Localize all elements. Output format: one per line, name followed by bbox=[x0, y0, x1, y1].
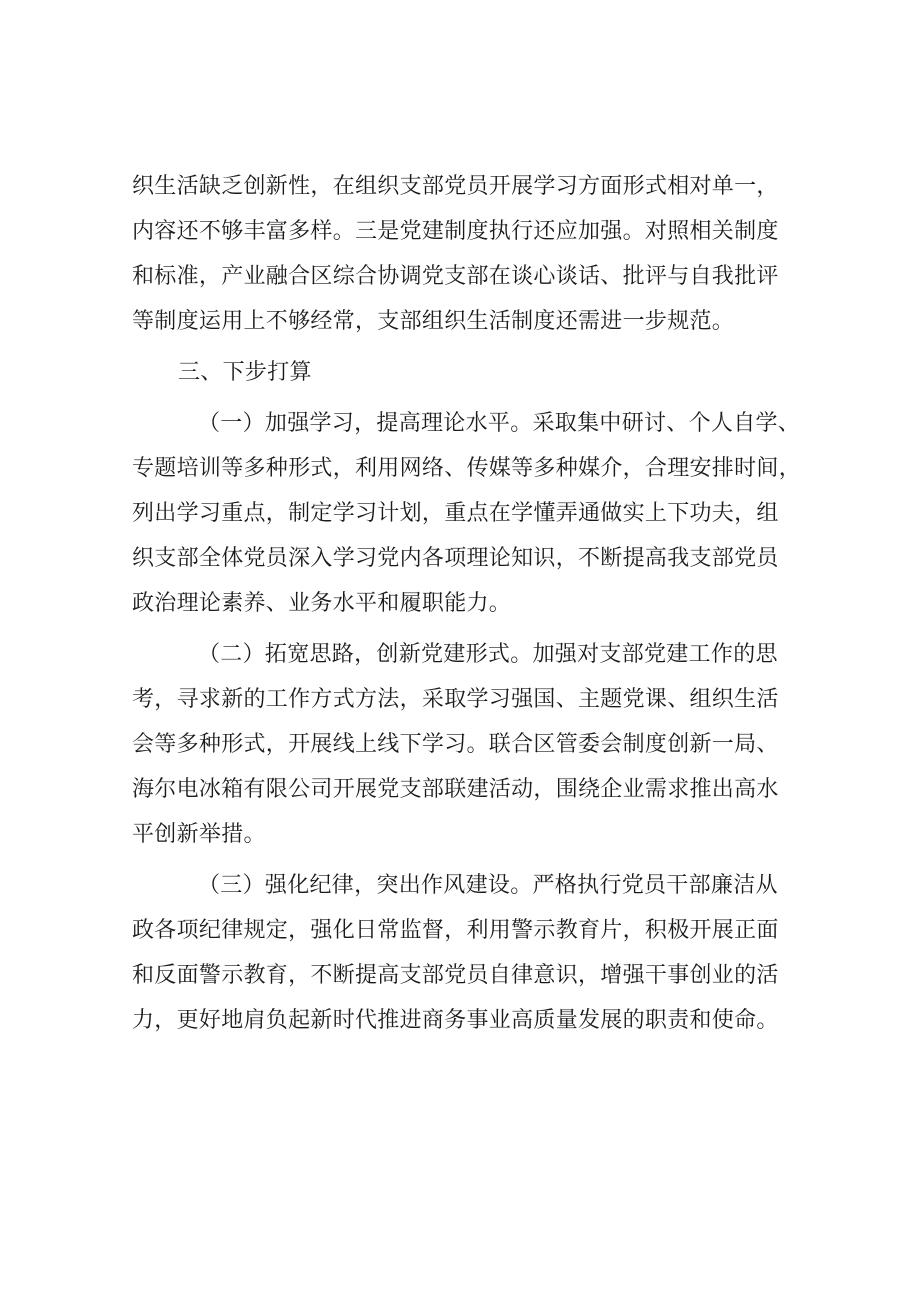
text-line: 平创新举措。 bbox=[132, 822, 266, 847]
paragraph-broaden-thinking bbox=[132, 632, 812, 857]
text-line: （一）加强学习，提高理论水平。采取集中研讨、个人自学、 bbox=[198, 411, 801, 436]
text-line: 政治理论素养、业务水平和履职能力。 bbox=[132, 591, 512, 616]
section-heading-text: 三、下步打算 bbox=[178, 360, 312, 385]
text-line: 力，更好地肩负起新时代推进商务事业高质量发展的职责和使命。 bbox=[132, 1008, 779, 1033]
paragraph-strengthen-discipline bbox=[132, 863, 812, 1043]
text-line: 政各项纪律规定，强化日常监督，利用警示教育片，积极开展正面 bbox=[132, 918, 779, 943]
text-line: （三）强化纪律，突出作风建设。严格执行党员干部廉洁从 bbox=[198, 873, 778, 898]
text-line: （二）拓宽思路，创新党建形式。加强对支部党建工作的思 bbox=[198, 642, 778, 667]
paragraph-problems-continued bbox=[132, 164, 812, 344]
text-line: 和反面警示教育，不断提高支部党员自律意识，增强干事创业的活 bbox=[132, 963, 779, 988]
text-line: 专题培训等多种形式，利用网络、传媒等多种媒介，合理安排时间， bbox=[132, 456, 802, 481]
paragraph-strengthen-learning bbox=[132, 401, 812, 626]
text-line: 和标准，产业融合区综合协调党支部在谈心谈话、批评与自我批评 bbox=[132, 264, 779, 289]
text-line: 会等多种形式，开展线上线下学习。联合区管委会制度创新一局、 bbox=[132, 732, 779, 757]
text-line: 内容还不够丰富多样。三是党建制度执行还应加强。对照相关制度 bbox=[132, 219, 779, 244]
text-line: 织支部全体党员深入学习党内各项理论知识，不断提高我支部党员 bbox=[132, 546, 779, 571]
text-line: 海尔电冰箱有限公司开展党支部联建活动，围绕企业需求推出高水 bbox=[132, 777, 779, 802]
text-line: 列出学习重点，制定学习计划，重点在学懂弄通做实上下功夫，组 bbox=[132, 501, 779, 526]
text-line: 织生活缺乏创新性，在组织支部党员开展学习方面形式相对单一， bbox=[132, 174, 779, 199]
text-line: 考，寻求新的工作方式方法，采取学习强国、主题党课、组织生活 bbox=[132, 687, 779, 712]
document-body bbox=[132, 164, 812, 1043]
text-line: 等制度运用上不够经常，支部组织生活制度还需进一步规范。 bbox=[132, 309, 735, 334]
section-heading-next-steps bbox=[132, 350, 812, 395]
